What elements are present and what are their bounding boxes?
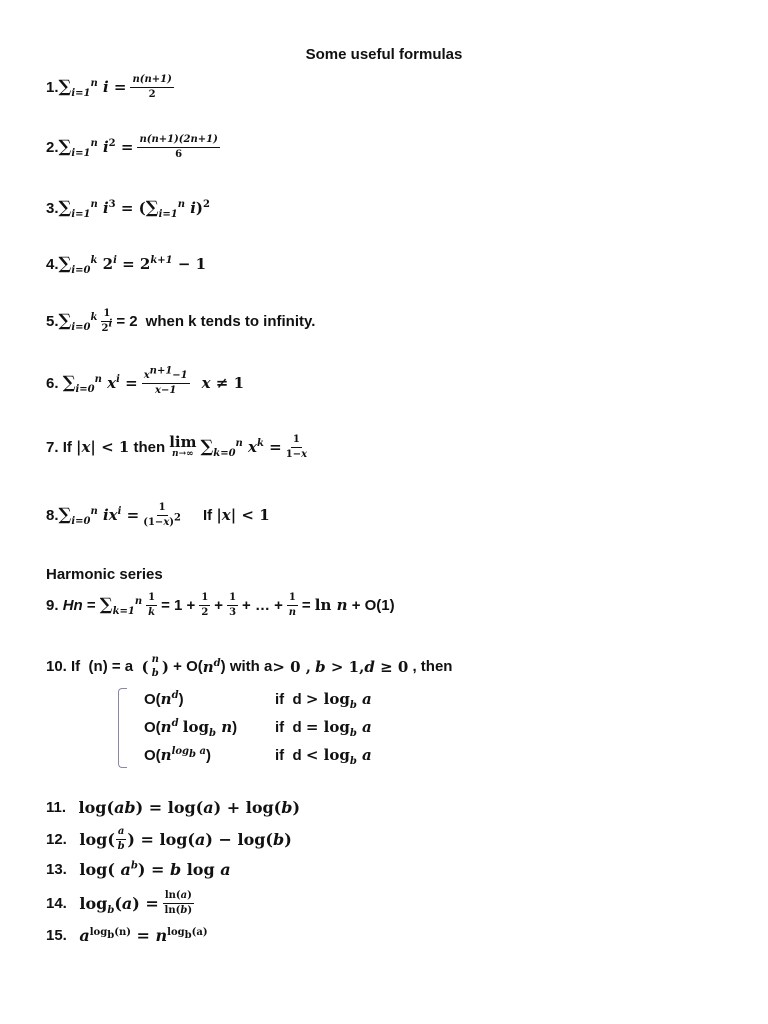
formula-10: 10. If (n) = a ( n b ) + O( $n^d$ ) with a > 0 , b > 1, d ≥ 0 , then: [46, 654, 453, 679]
formula-7-then: then: [133, 438, 166, 456]
formula-9: 9. Hn = ∑ $_{k=1}^n$ $\frac{1}{k}$ = 1 + $\frac{1}{2}$ + $\frac{1}{3}$ + … + $\frac{1}{n}$ = ln n + O(1): [46, 592, 395, 618]
formula-8-if: If: [202, 506, 213, 524]
formula-7: 7. If |x| < 1 then lim n→∞ ∑ $_{k=0}^n$ $x^k$ = $\frac{1}{1-x}$: [46, 433, 308, 460]
formula-5: 5. ∑ $_{i=0}^k$ $\frac{1}{2^i}$ = 2 when k tends to infinity.: [46, 308, 316, 334]
formula-2-label: 2.: [46, 138, 59, 156]
formula-3-label: 3.: [46, 199, 59, 217]
formula-13: 13. log( $a^b) = b$ log a: [46, 860, 231, 879]
formula-9-label: 9.: [46, 596, 59, 614]
page-title: Some useful formulas: [305, 46, 463, 63]
formula-7-label: 7.: [46, 438, 59, 456]
harmonic-series-heading: Harmonic series: [46, 566, 163, 583]
formula-8-label: 8.: [46, 506, 59, 524]
formula-10-then: , then: [412, 658, 453, 675]
case-1-result: $O(n^d)$: [144, 690, 184, 708]
formula-7-if: If: [62, 438, 72, 456]
formula-15: 15. $a^{log_b(n)} = n^{log_b(a)}$: [46, 926, 208, 945]
formula-12: 12. log( $\frac{a}{b}$ ) = log(a) − log(b): [46, 826, 292, 852]
formula-14-label: 14.: [46, 894, 67, 912]
formula-10-with: with: [229, 658, 260, 675]
formula-11: 11. log(ab) = log(a) + log(b): [46, 798, 301, 817]
formula-4-label: 4.: [46, 255, 59, 273]
formula-10-n: (n) = a: [88, 658, 134, 675]
formula-4: 4. ∑ $_{i=0}^k$ 2 $^i$ = 2 $^{k+1}$ − 1: [46, 254, 207, 276]
case-1-cond: if $d > \log_b a$: [275, 690, 372, 711]
formula-9-hn: Hn: [62, 596, 83, 614]
formula-9-o1: O(1): [364, 596, 395, 614]
formula-1-label: 1.: [46, 78, 59, 96]
formula-8: 8. ∑ $_{i=0}^n$ $ix^i$ = $\frac{1}{(1-x)^2}$ If |x| < 1: [46, 502, 270, 528]
formula-12-label: 12.: [46, 830, 67, 848]
case-2-cond: if $d = \log_b a$: [275, 718, 372, 739]
formula-11-label: 11.: [46, 799, 67, 816]
formula-10-label: 10. If: [46, 658, 81, 675]
formula-2: 2. ∑ $_{i=1}^n$ i $^2$ = $\frac{n(n+1)(2n+1)}{6}$: [46, 134, 218, 160]
formula-14: 14. $\log_b(a)$ = $\frac{\ln(a)}{\ln(b)}$: [46, 890, 193, 916]
formula-6-label: 6.: [46, 374, 59, 392]
formula-3: 3. ∑ $_{i=1}^n$ i $^3$ = ( ∑ $_{i=1}^n$ i )$^2$: [46, 198, 210, 220]
formula-15-label: 15.: [46, 927, 67, 944]
formula-5-label: 5.: [46, 312, 59, 330]
formula-5-text: when k tends to infinity.: [145, 312, 316, 330]
case-3-cond: if $d < \log_b a$: [275, 746, 372, 767]
formula-13-label: 13.: [46, 861, 67, 878]
case-3-result: $O(n^{log_b a})$: [144, 746, 212, 764]
formula-1: 1. ∑ $_{i=1}^n$ i = $\frac{n(n+1)}{2}$: [46, 74, 172, 100]
case-2-result: $O(n^d$ $\log_b n$): [144, 718, 238, 739]
formula-6: 6. ∑ $_{i=0}^n$ $x^i$ = $\frac{x^{n+1}-1}{x-1}$ x ≠ 1: [46, 365, 245, 396]
cases-brace: [118, 688, 127, 768]
